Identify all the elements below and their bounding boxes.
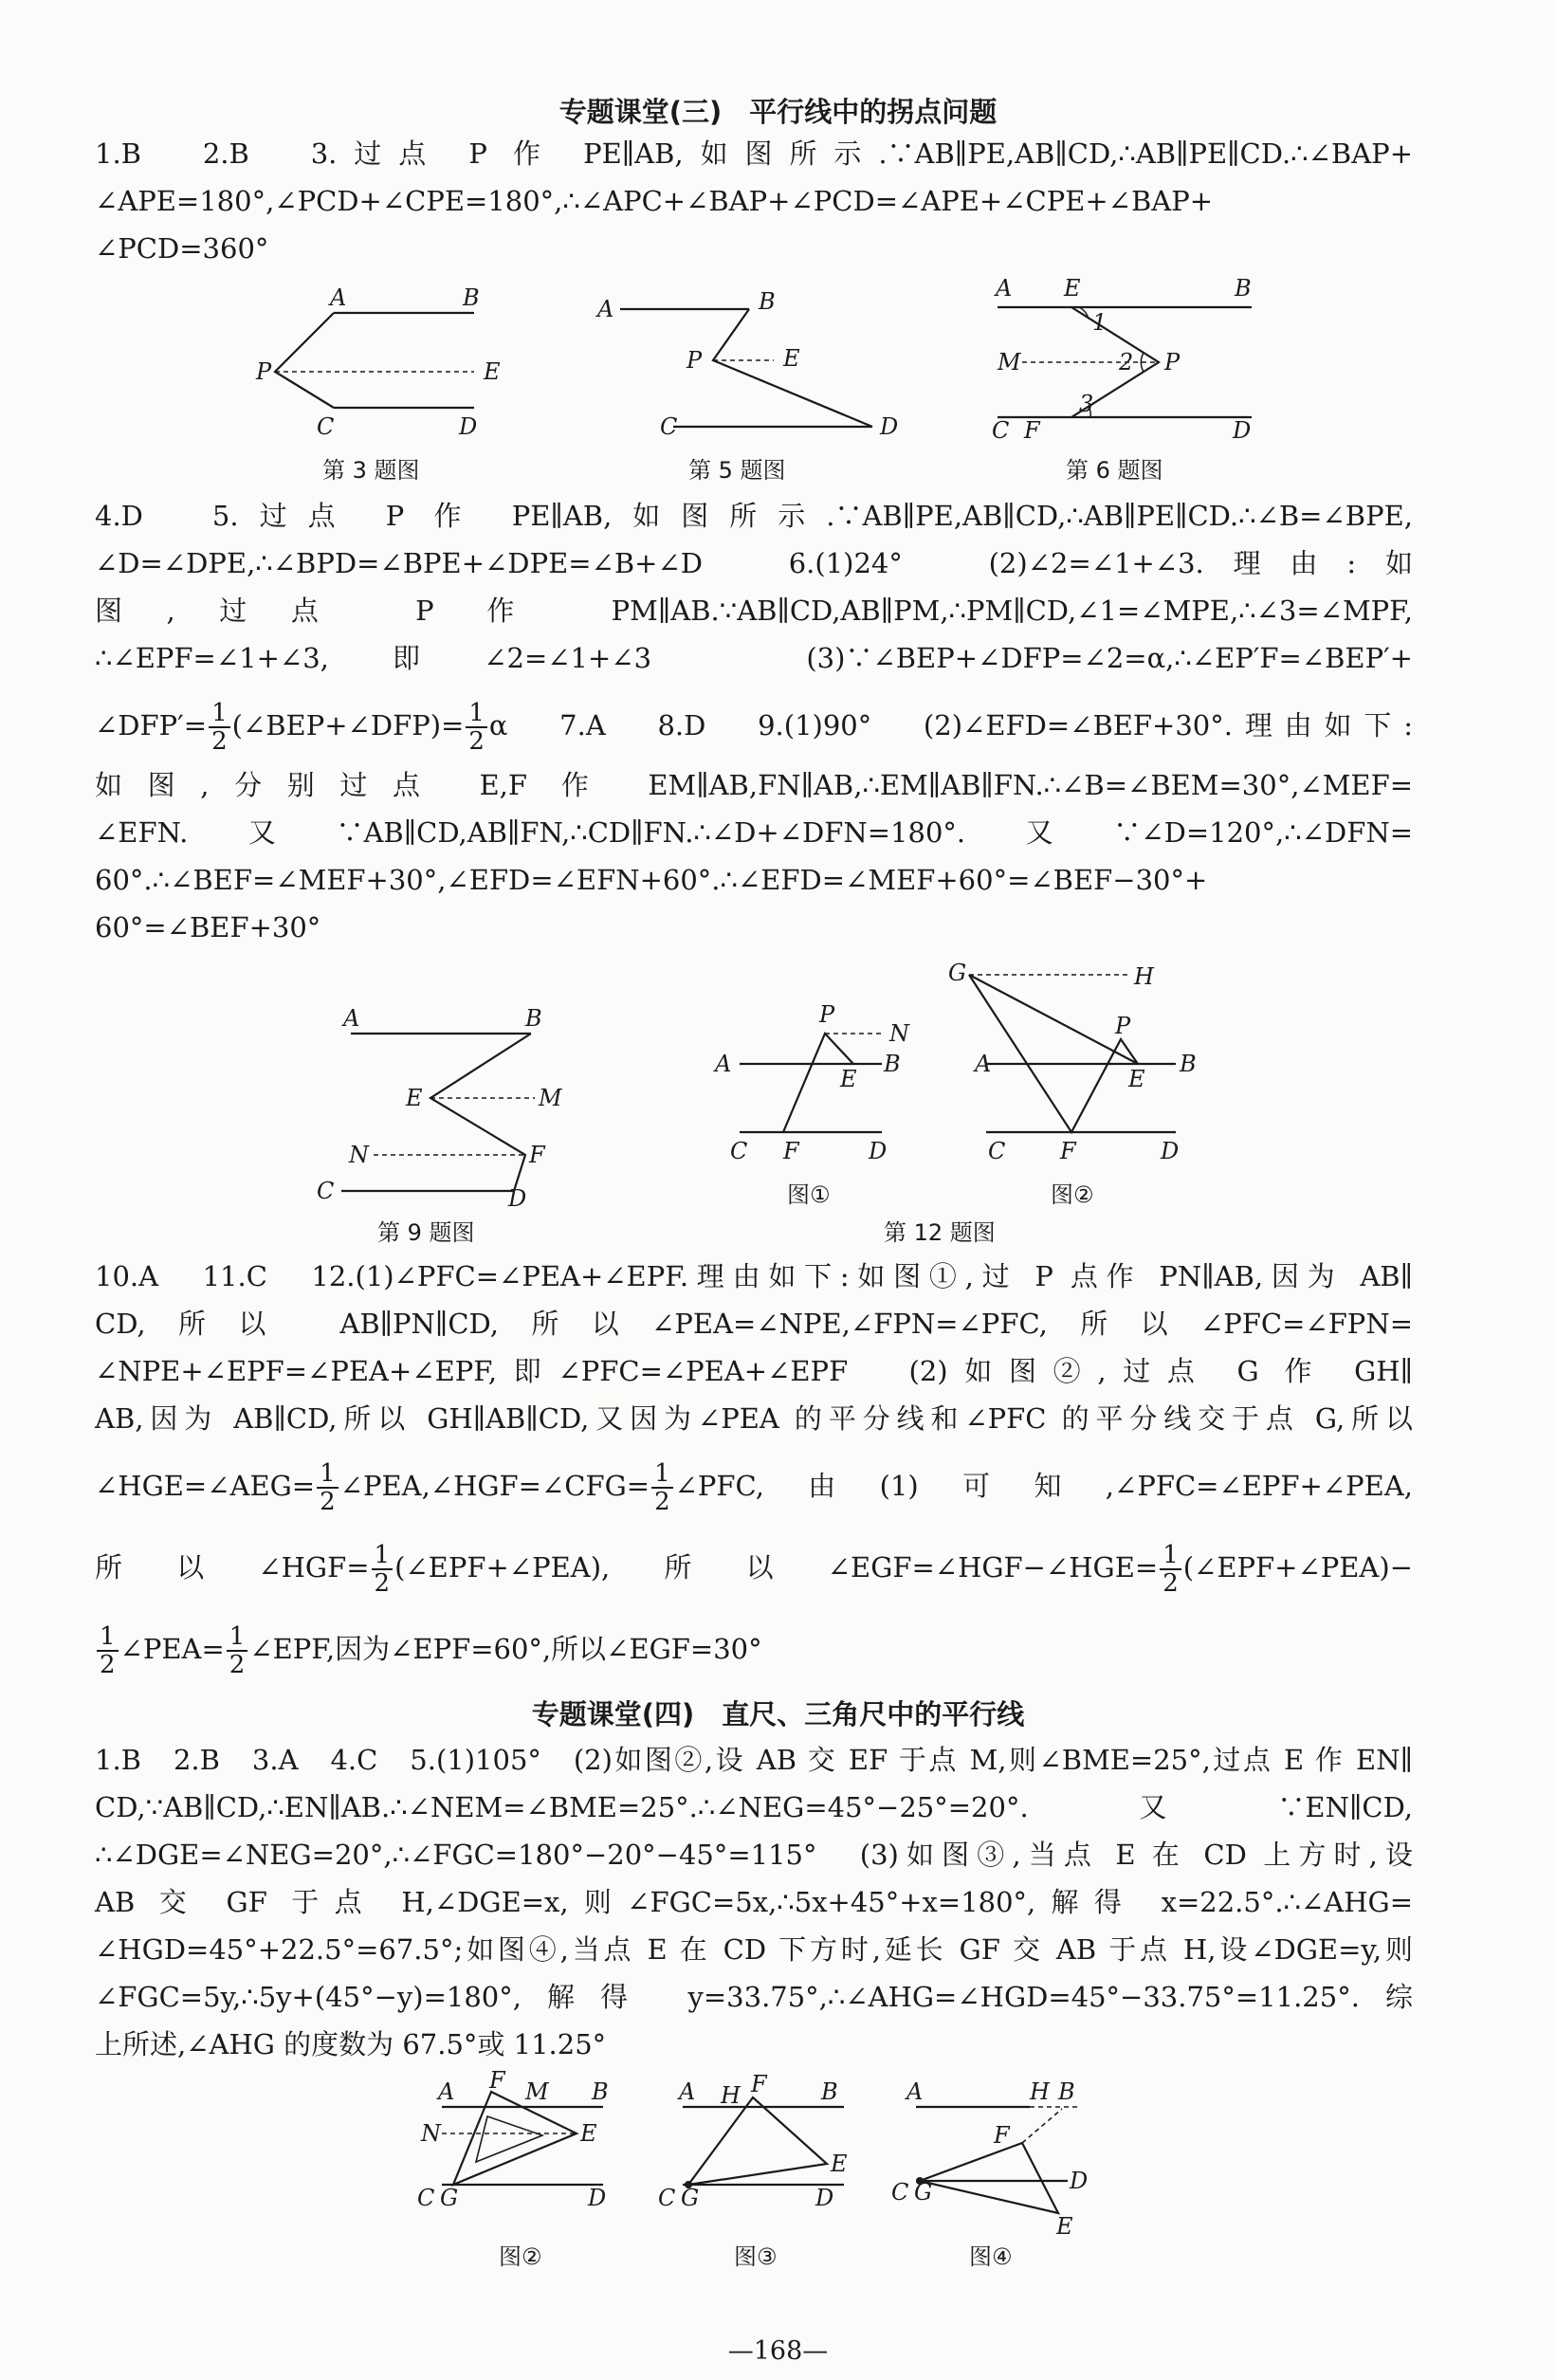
label-E: E	[831, 2151, 848, 2177]
label-M: M	[539, 1085, 562, 1111]
text-line: ∴∠EPF=∠1+∠3,即∠2=∠1+∠3 (3)∵∠BEP+∠DFP=∠2=α,∴∠EP′F=∠BEP′+	[95, 642, 1413, 674]
caption-fig5: 第 5 题图	[688, 457, 786, 484]
label-P: P	[686, 347, 703, 374]
figure-s4-3	[654, 2071, 872, 2223]
label-A: A	[330, 284, 347, 311]
label-G: G	[948, 960, 967, 986]
label-A: A	[597, 296, 614, 322]
caption-s4-fig4: 图④	[969, 2243, 1013, 2270]
label-B: B	[1058, 2078, 1075, 2105]
text-line: 60°.∴∠BEF=∠MEF+30°,∠EFD=∠EFN+60°.∴∠EFD=∠MEF+60°=∠BEF−30°+	[95, 864, 1208, 896]
label-1: 1	[1092, 309, 1108, 336]
section-title-3: 专题课堂(三) 平行线中的拐点问题	[558, 96, 998, 128]
label-F: F	[1024, 417, 1040, 444]
label-H: H	[1030, 2078, 1050, 2105]
text-line: 1.B 2.B 3.A 4.C 5.(1)105° (2)如图②,设 AB 交 EF 于点 M,则∠BME=25°,过点 E 作 EN∥	[95, 1744, 1413, 1776]
caption-fig12: 第 12 题图	[884, 1219, 996, 1246]
text-line-with-fraction: $\frac{1}{2}$ ∠PEA= $\frac{1}{2}$ ∠EPF,因为∠EPF=60°,所以∠EGF=30°	[95, 1623, 1413, 1678]
caption-fig9: 第 9 题图	[377, 1219, 475, 1246]
label-D: D	[880, 413, 899, 440]
label-A: A	[679, 2078, 696, 2105]
label-A: A	[343, 1005, 360, 1032]
label-C: C	[988, 1138, 1006, 1164]
text-line: 60°=∠BEF+30°	[95, 911, 321, 943]
label-P: P	[1115, 1013, 1131, 1039]
label-N: N	[421, 2120, 441, 2147]
label-D: D	[1233, 417, 1252, 444]
label-B: B	[759, 288, 776, 315]
label-N: N	[889, 1020, 909, 1047]
fraction: $\frac{1}{2}$	[1160, 1542, 1181, 1597]
label-A: A	[715, 1051, 732, 1077]
text-line: AB 交 GF 于点 H,∠DGE=x,则∠FGC=5x,∴5x+45°+x=180°,解得 x=22.5°.∴∠AHG=	[95, 1886, 1413, 1918]
text-line: ∠HGD=45°+22.5°=67.5°;如图④,当点 E 在 CD 下方时,延长 GF 交 AB 于点 H,设∠DGE=y,则	[95, 1933, 1413, 1966]
label-D: D	[459, 413, 478, 440]
label-D: D	[1070, 2168, 1089, 2194]
label-C: C	[992, 417, 1010, 444]
label-N: N	[349, 1142, 369, 1168]
label-F: F	[529, 1142, 545, 1168]
label-F: F	[1060, 1138, 1076, 1164]
text-line: ∠FGC=5y,∴5y+(45°−y)=180°,解得 y=33.75°,∴∠AHG=∠HGD=45°−33.75°=11.25°.综	[95, 1981, 1413, 2013]
label-F: F	[751, 2071, 767, 2097]
caption-fig6: 第 6 题图	[1066, 457, 1163, 484]
caption-s4-fig3: 图③	[734, 2243, 778, 2270]
figure-5	[588, 275, 901, 446]
label-C: C	[891, 2179, 909, 2206]
label-C: C	[417, 2185, 435, 2211]
label-E: E	[406, 1085, 423, 1111]
text-line: 1.B 2.B 3.过点 P 作 PE∥AB,如图所示.∵AB∥PE,AB∥CD,∴AB∥PE∥CD.∴∠BAP+	[95, 137, 1413, 170]
text-line: ∠EFN.又∵AB∥CD,AB∥FN,∴CD∥FN.∴∠D+∠DFN=180°.又∵∠D=120°,∴∠DFN=	[95, 816, 1413, 849]
label-D: D	[508, 1185, 527, 1212]
text-line: ∠NPE+∠EPF=∠PEA+∠EPF,即∠PFC=∠PEA+∠EPF (2)如图②,过点 G 作 GH∥	[95, 1355, 1413, 1387]
label-D: D	[1161, 1138, 1180, 1164]
figure-12-2	[948, 958, 1233, 1185]
text-line: CD,所以 AB∥PN∥CD,所以∠PEA=∠NPE,∠FPN=∠PFC,所以∠PFC=∠FPN=	[95, 1308, 1413, 1340]
label-B: B	[821, 2078, 838, 2105]
text-line: 10.A 11.C 12.(1)∠PFC=∠PEA+∠EPF.理由如下:如图①,过 P 点作 PN∥AB,因为 AB∥	[95, 1260, 1413, 1292]
caption-s4-fig2: 图②	[499, 2243, 542, 2270]
figure-3	[247, 275, 522, 446]
fraction: $\frac{1}{2}$	[227, 1623, 248, 1678]
label-M: M	[525, 2078, 549, 2105]
label-F: F	[489, 2071, 505, 2094]
label-H: H	[1134, 963, 1154, 990]
label-B: B	[1235, 275, 1252, 302]
text-line: 4.D 5.过点 P 作 PE∥AB,如图所示.∵AB∥PE,AB∥CD,∴AB∥PE∥CD.∴∠B=∠BPE,	[95, 500, 1413, 532]
label-P: P	[819, 1001, 835, 1028]
section-title-4: 专题课堂(四) 直尺、三角尺中的平行线	[531, 1698, 1025, 1730]
text-line-with-fraction: 所以∠HGF= $\frac{1}{2}$ (∠EPF+∠PEA),所以∠EGF=∠HGF−∠HGE= $\frac{1}{2}$ (∠EPF+∠PEA)−	[95, 1541, 1413, 1598]
label-M: M	[998, 349, 1021, 375]
text-line: 上所述,∠AHG 的度数为 67.5°或 11.25°	[95, 2028, 607, 2060]
figure-9	[303, 996, 607, 1214]
fraction: $\frac{1}{2}$	[97, 1623, 119, 1678]
fraction: $\frac{1}{2}$	[372, 1542, 394, 1597]
figure-6	[977, 275, 1280, 446]
label-A: A	[996, 275, 1013, 302]
text-line: AB,因为 AB∥CD,所以 GH∥AB∥CD,又因为∠PEA 的平分线和∠PFC 的平分线交于点 G,所以	[95, 1402, 1413, 1435]
label-B: B	[1180, 1051, 1197, 1077]
text-line: 图,过点 P 作 PM∥AB.∵AB∥CD,AB∥PM,∴PM∥CD,∠1=∠MPE,∴∠3=∠MPF,	[95, 595, 1413, 627]
label-G: G	[681, 2185, 700, 2211]
label-G: G	[914, 2179, 933, 2206]
label-G: G	[440, 2185, 459, 2211]
label-A: A	[906, 2078, 924, 2105]
fraction: $\frac{1}{2}$	[466, 700, 487, 755]
label-B: B	[592, 2078, 609, 2105]
label-F: F	[783, 1138, 799, 1164]
label-P: P	[1164, 349, 1181, 375]
text-line: ∠PCD=360°	[95, 232, 269, 265]
text-line: ∴∠DGE=∠NEG=20°,∴∠FGC=180°−20°−45°=115° (3)如图③,当点 E 在 CD 上方时,设	[95, 1839, 1413, 1871]
label-E: E	[840, 1066, 857, 1092]
figure-s4-4	[888, 2071, 1106, 2242]
figure-s4-2	[413, 2071, 632, 2223]
label-B: B	[463, 284, 480, 311]
label-E: E	[1064, 275, 1081, 302]
label-H: H	[721, 2082, 741, 2109]
caption-fig12-1: 图①	[787, 1181, 831, 1208]
label-A: A	[975, 1051, 992, 1077]
text-line: 如图,分别过点 E,F 作 EM∥AB,FN∥AB,∴EM∥AB∥FN.∴∠B=∠BEM=30°,∠MEF=	[95, 769, 1413, 801]
label-3: 3	[1079, 391, 1094, 417]
caption-fig12-2: 图②	[1051, 1181, 1094, 1208]
label-E: E	[1056, 2213, 1073, 2240]
label-D: D	[815, 2185, 834, 2211]
label-D: D	[588, 2185, 607, 2211]
label-E: E	[580, 2120, 597, 2147]
label-C: C	[317, 1178, 335, 1204]
label-E: E	[783, 345, 800, 372]
label-P: P	[256, 358, 272, 385]
label-C: C	[317, 413, 335, 440]
label-F: F	[994, 2122, 1010, 2149]
text-line-with-fraction: ∠HGE=∠AEG= $\frac{1}{2}$ ∠PEA,∠HGF=∠CFG= $\frac{1}{2}$ ∠PFC,由(1)可知,∠PFC=∠EPF+∠PEA,	[95, 1459, 1413, 1516]
text-line: ∠D=∠DPE,∴∠BPD=∠BPE+∠DPE=∠B+∠D 6.(1)24° (2)∠2=∠1+∠3.理由:如	[95, 547, 1413, 579]
fraction: $\frac{1}{2}$	[209, 700, 230, 755]
label-A: A	[438, 2078, 455, 2105]
text-line-with-fraction: ∠DFP′= $\frac{1}{2}$ (∠BEP+∠DFP)= $\frac{1}{2}$ α 7.A 8.D 9.(1)90° (2)∠EFD=∠BEF+30°.理由如下:	[95, 699, 1413, 756]
label-D: D	[869, 1138, 888, 1164]
label-E: E	[484, 358, 501, 385]
label-C: C	[730, 1138, 748, 1164]
figure-12-1	[702, 996, 920, 1185]
label-E: E	[1128, 1066, 1145, 1092]
text-line: CD,∵AB∥CD,∴EN∥AB.∴∠NEM=∠BME=25°.∴∠NEG=45°−25°=20°.又∵EN∥CD,	[95, 1791, 1413, 1823]
label-B: B	[525, 1005, 542, 1032]
text-line: ∠APE=180°,∠PCD+∠CPE=180°,∴∠APC+∠BAP+∠PCD=∠APE+∠CPE+∠BAP+	[95, 185, 1214, 217]
fraction: $\frac{1}{2}$	[317, 1460, 339, 1515]
page-number: —168—	[727, 2336, 829, 2366]
label-2: 2	[1119, 349, 1134, 375]
caption-fig3: 第 3 题图	[322, 457, 420, 484]
label-C: C	[660, 413, 678, 440]
fraction: $\frac{1}{2}$	[651, 1460, 673, 1515]
label-B: B	[884, 1051, 901, 1077]
label-C: C	[658, 2185, 676, 2211]
